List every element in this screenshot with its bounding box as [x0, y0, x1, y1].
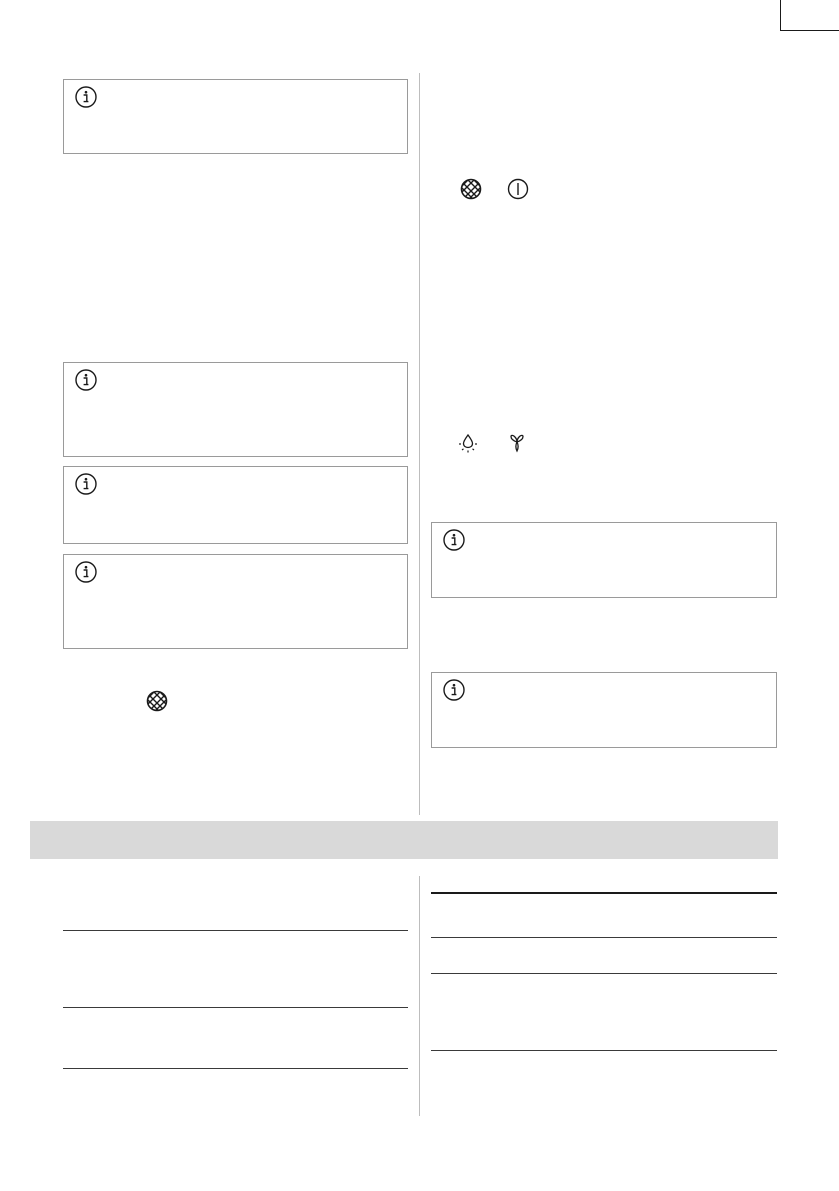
- table-row-divider: [431, 973, 777, 974]
- info-note-box: [63, 554, 408, 649]
- info-circle-icon: [75, 473, 97, 495]
- column-divider-top: [419, 73, 420, 815]
- info-note-box: [63, 79, 408, 154]
- table-row-divider: [63, 1068, 408, 1069]
- info-circle-icon: [443, 679, 465, 701]
- grease-filter-icon: [460, 178, 482, 200]
- column-divider-bottom: [419, 876, 420, 1116]
- info-note-box: [431, 522, 777, 598]
- info-circle-icon: [75, 369, 97, 391]
- table-row-divider: [431, 1050, 777, 1051]
- table-row-divider: [431, 937, 777, 938]
- info-note-box: [63, 362, 408, 457]
- crop-mark-top-right-vertical: [780, 0, 781, 30]
- info-note-box: [63, 466, 408, 544]
- info-circle-icon: [75, 561, 97, 583]
- table-header-rule: [431, 892, 777, 894]
- fan-icon: [506, 432, 528, 454]
- info-circle-icon: [443, 529, 465, 551]
- table-row-divider: [63, 1007, 408, 1008]
- info-note-box: [431, 672, 777, 748]
- power-icon: [507, 178, 529, 200]
- grease-filter-icon: [146, 690, 168, 712]
- section-heading-band: [30, 821, 778, 859]
- light-bulb-icon: [457, 432, 479, 454]
- table-row-divider: [63, 930, 408, 931]
- crop-mark-top-right-horizontal: [780, 30, 839, 31]
- info-circle-icon: [75, 86, 97, 108]
